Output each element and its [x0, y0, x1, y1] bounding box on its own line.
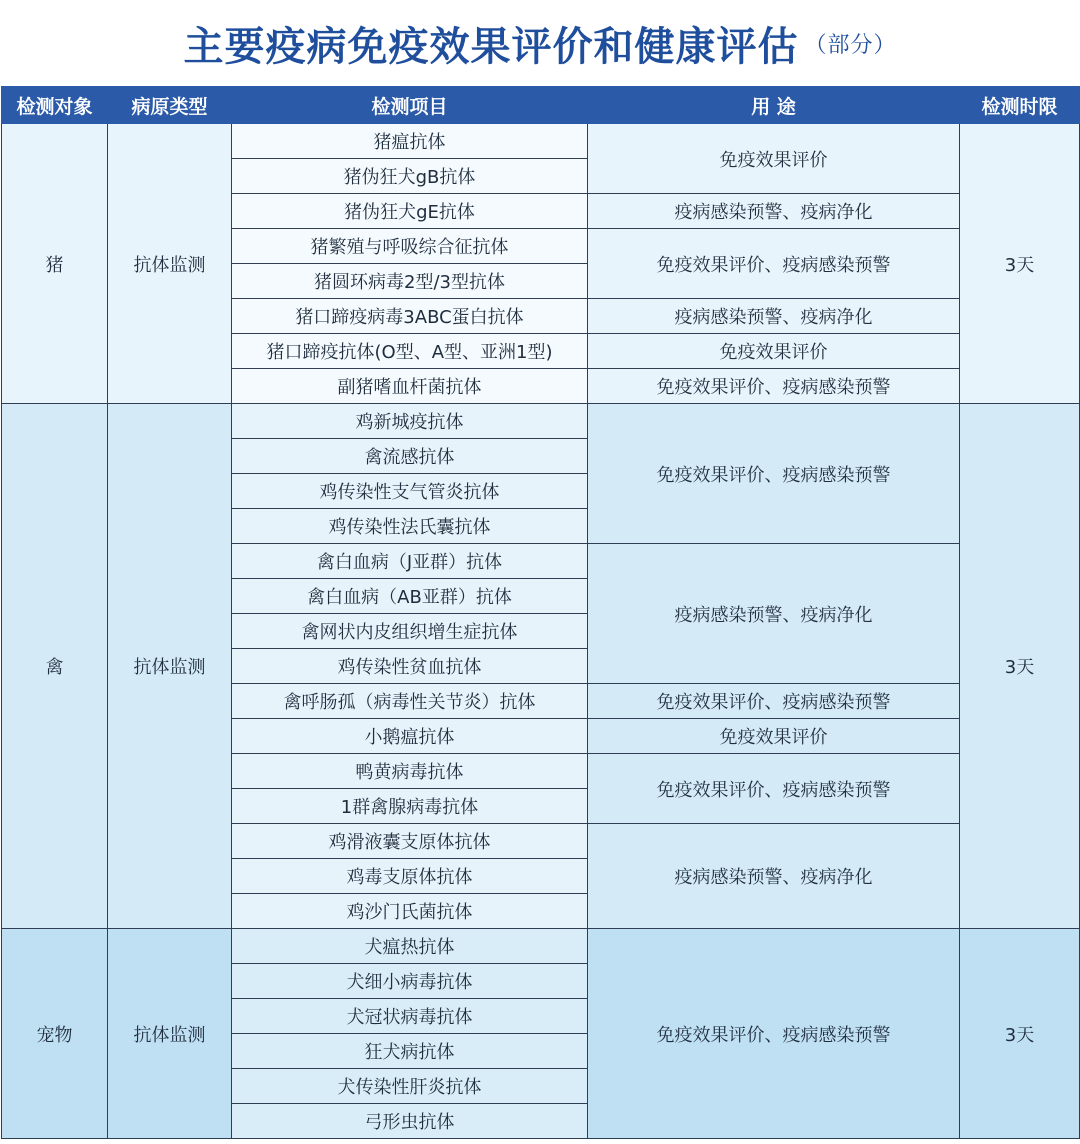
use-cell: 免疫效果评价、疫病感染预警: [588, 684, 960, 719]
table-body: [2, 124, 1080, 1139]
use-cell: 疫病感染预警、疫病净化: [588, 299, 960, 334]
item-cell: 猪口蹄疫抗体(O型、A型、亚洲1型): [232, 334, 588, 369]
target-cell: 猪: [2, 124, 108, 404]
item-cell: 鸡滑液囊支原体抗体: [232, 824, 588, 859]
item-cell: 禽白血病（J亚群）抗体: [232, 544, 588, 579]
item-cell: 犬冠状病毒抗体: [232, 999, 588, 1034]
item-cell: 禽流感抗体: [232, 439, 588, 474]
pathogen-cell: 抗体监测: [108, 404, 232, 929]
item-cell: 鸡毒支原体抗体: [232, 859, 588, 894]
use-cell: 免疫效果评价: [588, 124, 960, 194]
use-cell: 免疫效果评价: [588, 719, 960, 754]
item-cell: 鸭黄病毒抗体: [232, 754, 588, 789]
use-cell: 免疫效果评价、疫病感染预警: [588, 404, 960, 544]
use-cell: 免疫效果评价、疫病感染预警: [588, 229, 960, 299]
item-cell: 猪口蹄疫病毒3ABC蛋白抗体: [232, 299, 588, 334]
use-cell: 免疫效果评价: [588, 334, 960, 369]
item-cell: 鸡沙门氏菌抗体: [232, 894, 588, 929]
item-cell: 弓形虫抗体: [232, 1104, 588, 1139]
target-cell: 禽: [2, 404, 108, 929]
item-cell: 小鹅瘟抗体: [232, 719, 588, 754]
item-cell: 猪伪狂犬gE抗体: [232, 194, 588, 229]
target-cell: 宠物: [2, 929, 108, 1139]
item-cell: 鸡新城疫抗体: [232, 404, 588, 439]
table-row: [2, 404, 1080, 439]
page-title: [0, 0, 1080, 86]
use-cell: 免疫效果评价、疫病感染预警: [588, 929, 960, 1139]
pathogen-cell: 抗体监测: [108, 929, 232, 1139]
item-cell: 鸡传染性法氏囊抗体: [232, 509, 588, 544]
table-row: [2, 929, 1080, 964]
item-cell: 猪瘟抗体: [232, 124, 588, 159]
header-item: 检测项目: [232, 87, 588, 124]
item-cell: 禽白血病（AB亚群）抗体: [232, 579, 588, 614]
header-limit: 检测时限: [960, 87, 1080, 124]
use-cell: 疫病感染预警、疫病净化: [588, 194, 960, 229]
header-target: 检测对象: [2, 87, 108, 124]
item-cell: 狂犬病抗体: [232, 1034, 588, 1069]
table-row: [2, 124, 1080, 159]
use-cell: 疫病感染预警、疫病净化: [588, 824, 960, 929]
limit-cell: 3天: [960, 124, 1080, 404]
item-cell: 1群禽腺病毒抗体: [232, 789, 588, 824]
item-cell: 犬传染性肝炎抗体: [232, 1069, 588, 1104]
item-cell: 副猪嗜血杆菌抗体: [232, 369, 588, 404]
item-cell: 猪伪狂犬gB抗体: [232, 159, 588, 194]
use-cell: 免疫效果评价、疫病感染预警: [588, 369, 960, 404]
table-header-row: [2, 87, 1080, 124]
item-cell: 犬细小病毒抗体: [232, 964, 588, 999]
header-pathogen: 病原类型: [108, 87, 232, 124]
pathogen-cell: 抗体监测: [108, 124, 232, 404]
header-use: 用 途: [588, 87, 960, 124]
use-cell: 免疫效果评价、疫病感染预警: [588, 754, 960, 824]
test-table: [1, 86, 1080, 1139]
item-cell: 犬瘟热抗体: [232, 929, 588, 964]
item-cell: 猪繁殖与呼吸综合征抗体: [232, 229, 588, 264]
title-subtitle: （部分）: [804, 32, 897, 58]
item-cell: 禽网状内皮组织增生症抗体: [232, 614, 588, 649]
use-cell: 疫病感染预警、疫病净化: [588, 544, 960, 684]
title-text: 主要疫病免疫效果评价和健康评估: [183, 23, 799, 70]
item-cell: 猪圆环病毒2型/3型抗体: [232, 264, 588, 299]
limit-cell: 3天: [960, 404, 1080, 929]
item-cell: 禽呼肠孤（病毒性关节炎）抗体: [232, 684, 588, 719]
item-cell: 鸡传染性贫血抗体: [232, 649, 588, 684]
limit-cell: 3天: [960, 929, 1080, 1139]
item-cell: 鸡传染性支气管炎抗体: [232, 474, 588, 509]
